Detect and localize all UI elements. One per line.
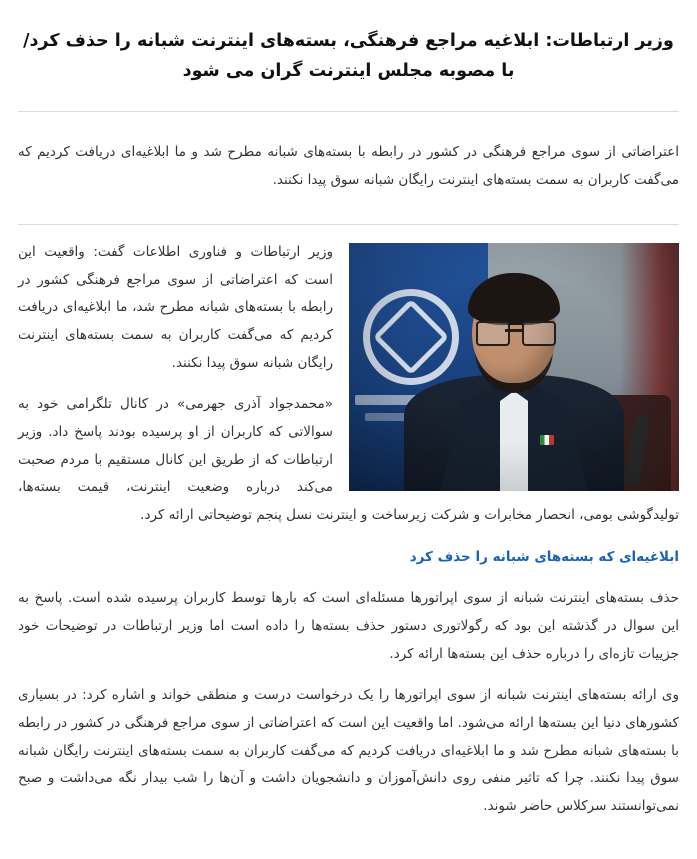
- article-lead: اعتراضاتی از سوی مراجع فرهنگی در کشور در رابطه با بسته‌های شبانه مطرح شد و ما ابلاغیه‌ای دریافت کردیم که می‌گفت کاربران به سمت بسته‌های اینترنت رایگان شبانه سوق پیدا نکنند.: [18, 144, 679, 188]
- article-page: [0, 12, 697, 859]
- article-image: [349, 243, 679, 491]
- paragraph: وی ارائه بسته‌های اینترنت شبانه از سوی اپراتورها را یک درخواست درست و منطقی خواند و اشاره کرد: در بسیاری کشورهای دنیا این بسته‌ها ارائه می‌شود. اما واقعیت این است که اعتراضاتی از سوی مراجع فرهنگی در کشور در رابطه با بسته‌های شبانه مطرح شد و ما ابلاغیه‌ای دریافت کردیم که می‌گفت کاربران به سمت بسته‌های اینترنت رایگان شبانه سوق پیدا نکنند. چرا که تاثیر منفی روی دانش‌آموزان و دانشجویان داشت و آن‌ها را شب بیدار نگه می‌داشت و صبح نمی‌توانستند سرکلاس حاضر شوند.: [18, 687, 679, 815]
- portrait-of-minister: [349, 243, 679, 491]
- page-title: وزیر ارتباطات: ابلاغیه مراجع فرهنگی، بسته‌های اینترنت شبانه را حذف کرد/ با مصوبه مجلس اینترنت گران می شود: [23, 30, 674, 82]
- divider-lead: [18, 224, 679, 225]
- paragraph: حذف بسته‌های اینترنت شبانه از سوی اپراتورها مسئله‌ای است که بارها توسط کاربران پرسیده شده است. پاسخ به این سوال در گذشته این بود که رگولاتوری دستور حذف بسته‌ها را داده است اما وزیر ارتباطات در توضیحات خود جزییات تازه‌ای را درباره حذف این بسته‌ها ارائه کرد.: [18, 590, 679, 662]
- paragraph: وزیر ارتباطات و فناوری اطلاعات گفت: واقعیت این است که اعتراضاتی از سوی مراجع فرهنگی کشور در رابطه با بسته‌های شبانه مطرح شد، ما ابلاغیه‌ای دریافت کردیم که می‌گفت کاربران به سمت بسته‌های اینترنت رایگان شبانه سوق پیدا نکنند.: [18, 244, 333, 371]
- paragraph: «محمدجواد آذری جهرمی» در کانال تلگرامی خود به سوالاتی که کاربران از او پرسیده بودند پاسخ داد. وزیر ارتباطات که از طریق این کانال مستقیم با مردم صحبت می‌کند درباره وضعیت اینترنت، قیمت بسته‌ها، تولیدگوشی بومی، انحصار مخابرات و شرکت زیرساخت و اینترنت نسل پنجم توضیحاتی ارائه کرد.: [18, 396, 679, 524]
- section-subheading: ابلاغیه‌ای که بسته‌های شبانه را حذف کرد: [409, 548, 679, 565]
- divider-top: [18, 111, 679, 112]
- photo-vignette: [349, 243, 679, 491]
- article-body: [0, 239, 697, 859]
